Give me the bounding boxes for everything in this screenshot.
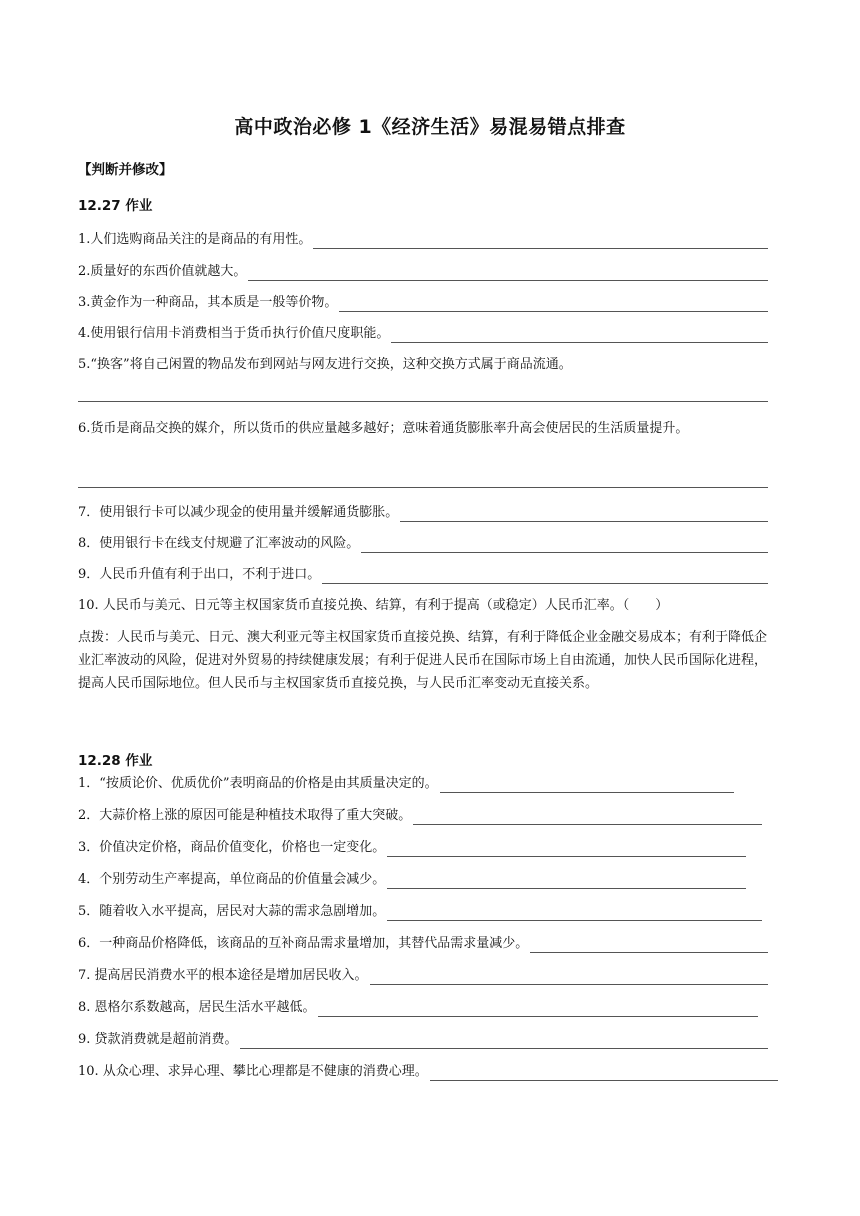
hw1-item-3: 3.黄金作为一种商品，其本质是一般等价物。 [78,294,768,312]
hw2-item-4: 4．个别劳动生产率提高，单位商品的价值量会减少。 [78,871,746,889]
hw1-heading: 12.27 作业 [78,198,153,214]
answer-blank[interactable] [240,1034,768,1049]
hw1-note: 点拨：人民币与美元、日元、澳大利亚元等主权国家货币直接兑换、结算，有利于降低企业金融交易成本；有利于降低企业汇率波动的风险，促进对外贸易的持续健康发展；有利于促进人民币在国际市场上自由流通，加快人民币国际化进程，提高人民币国际地位。但人民币与主权国家货币直接兑换，与人民币汇率变动无直接关系。 [78,630,768,691]
hw1-item-1: 1.人们选购商品关注的是商品的有用性。 [78,231,768,249]
hw1-item-4: 4.使用银行信用卡消费相当于货币执行价值尺度职能。 [78,325,768,343]
hw2-item-2: 2．大蒜价格上涨的原因可能是种植技术取得了重大突破。 [78,807,762,825]
hw2-item-5: 5．随着收入水平提高，居民对大蒜的需求急剧增加。 [78,903,762,921]
answer-blank-full[interactable] [78,401,768,402]
answer-blank[interactable] [400,507,768,522]
hw1-item-7: 7．使用银行卡可以减少现金的使用量并缓解通货膨胀。 [78,504,768,522]
answer-blank[interactable] [413,810,762,825]
answer-blank[interactable] [387,906,762,921]
hw2-item-9: 9. 贷款消费就是超前消费。 [78,1031,768,1049]
answer-blank[interactable] [530,938,768,953]
hw1-item-6: 6.货币是商品交换的媒介，所以货币的供应量越多越好；意味着通货膨胀率升高会使居民的生活质量提升。 [78,421,689,436]
hw2-item-3: 3．价值决定价格，商品价值变化，价格也一定变化。 [78,839,746,857]
page-title: 高中政治必修 1《经济生活》易混易错点排查 [234,116,626,138]
hw2-heading: 12.28 作业 [78,753,153,769]
answer-blank[interactable] [430,1066,778,1081]
answer-blank[interactable] [440,778,734,793]
hw1-item-9: 9．人民币升值有利于出口，不利于进口。 [78,566,768,584]
answer-blank[interactable] [387,842,746,857]
hw1-item-2: 2.质量好的东西价值就越大。 [78,263,768,281]
answer-blank[interactable] [387,874,746,889]
hw2-item-8: 8. 恩格尔系数越高，居民生活水平越低。 [78,999,758,1017]
hw2-item-7: 7. 提高居民消费水平的根本途径是增加居民收入。 [78,967,768,985]
hw1-item-8: 8．使用银行卡在线支付规避了汇率波动的风险。 [78,535,768,553]
answer-blank[interactable] [339,297,768,312]
answer-blank[interactable] [322,569,768,584]
answer-blank[interactable] [361,538,768,553]
answer-blank[interactable] [391,328,768,343]
answer-blank-full[interactable] [78,487,768,488]
section-label: 【判断并修改】 [78,162,173,178]
hw1-item-10: 10. 人民币与美元、日元等主权国家货币直接兑换、结算，有利于提高（或稳定）人民币汇率。（ ） [78,598,669,613]
hw2-item-1: 1．“按质论价、优质优价”表明商品的价格是由其质量决定的。 [78,775,734,793]
answer-blank[interactable] [313,234,768,249]
hw1-item-5: 5.“换客”将自己闲置的物品发布到网站与网友进行交换，这种交换方式属于商品流通。 [78,357,572,372]
hw2-item-6: 6．一种商品价格降低，该商品的互补商品需求量增加，其替代品需求量减少。 [78,935,768,953]
answer-blank[interactable] [370,970,768,985]
hw2-item-10: 10. 从众心理、求异心理、攀比心理都是不健康的消费心理。 [78,1063,778,1081]
answer-blank[interactable] [248,266,768,281]
answer-blank[interactable] [318,1002,758,1017]
